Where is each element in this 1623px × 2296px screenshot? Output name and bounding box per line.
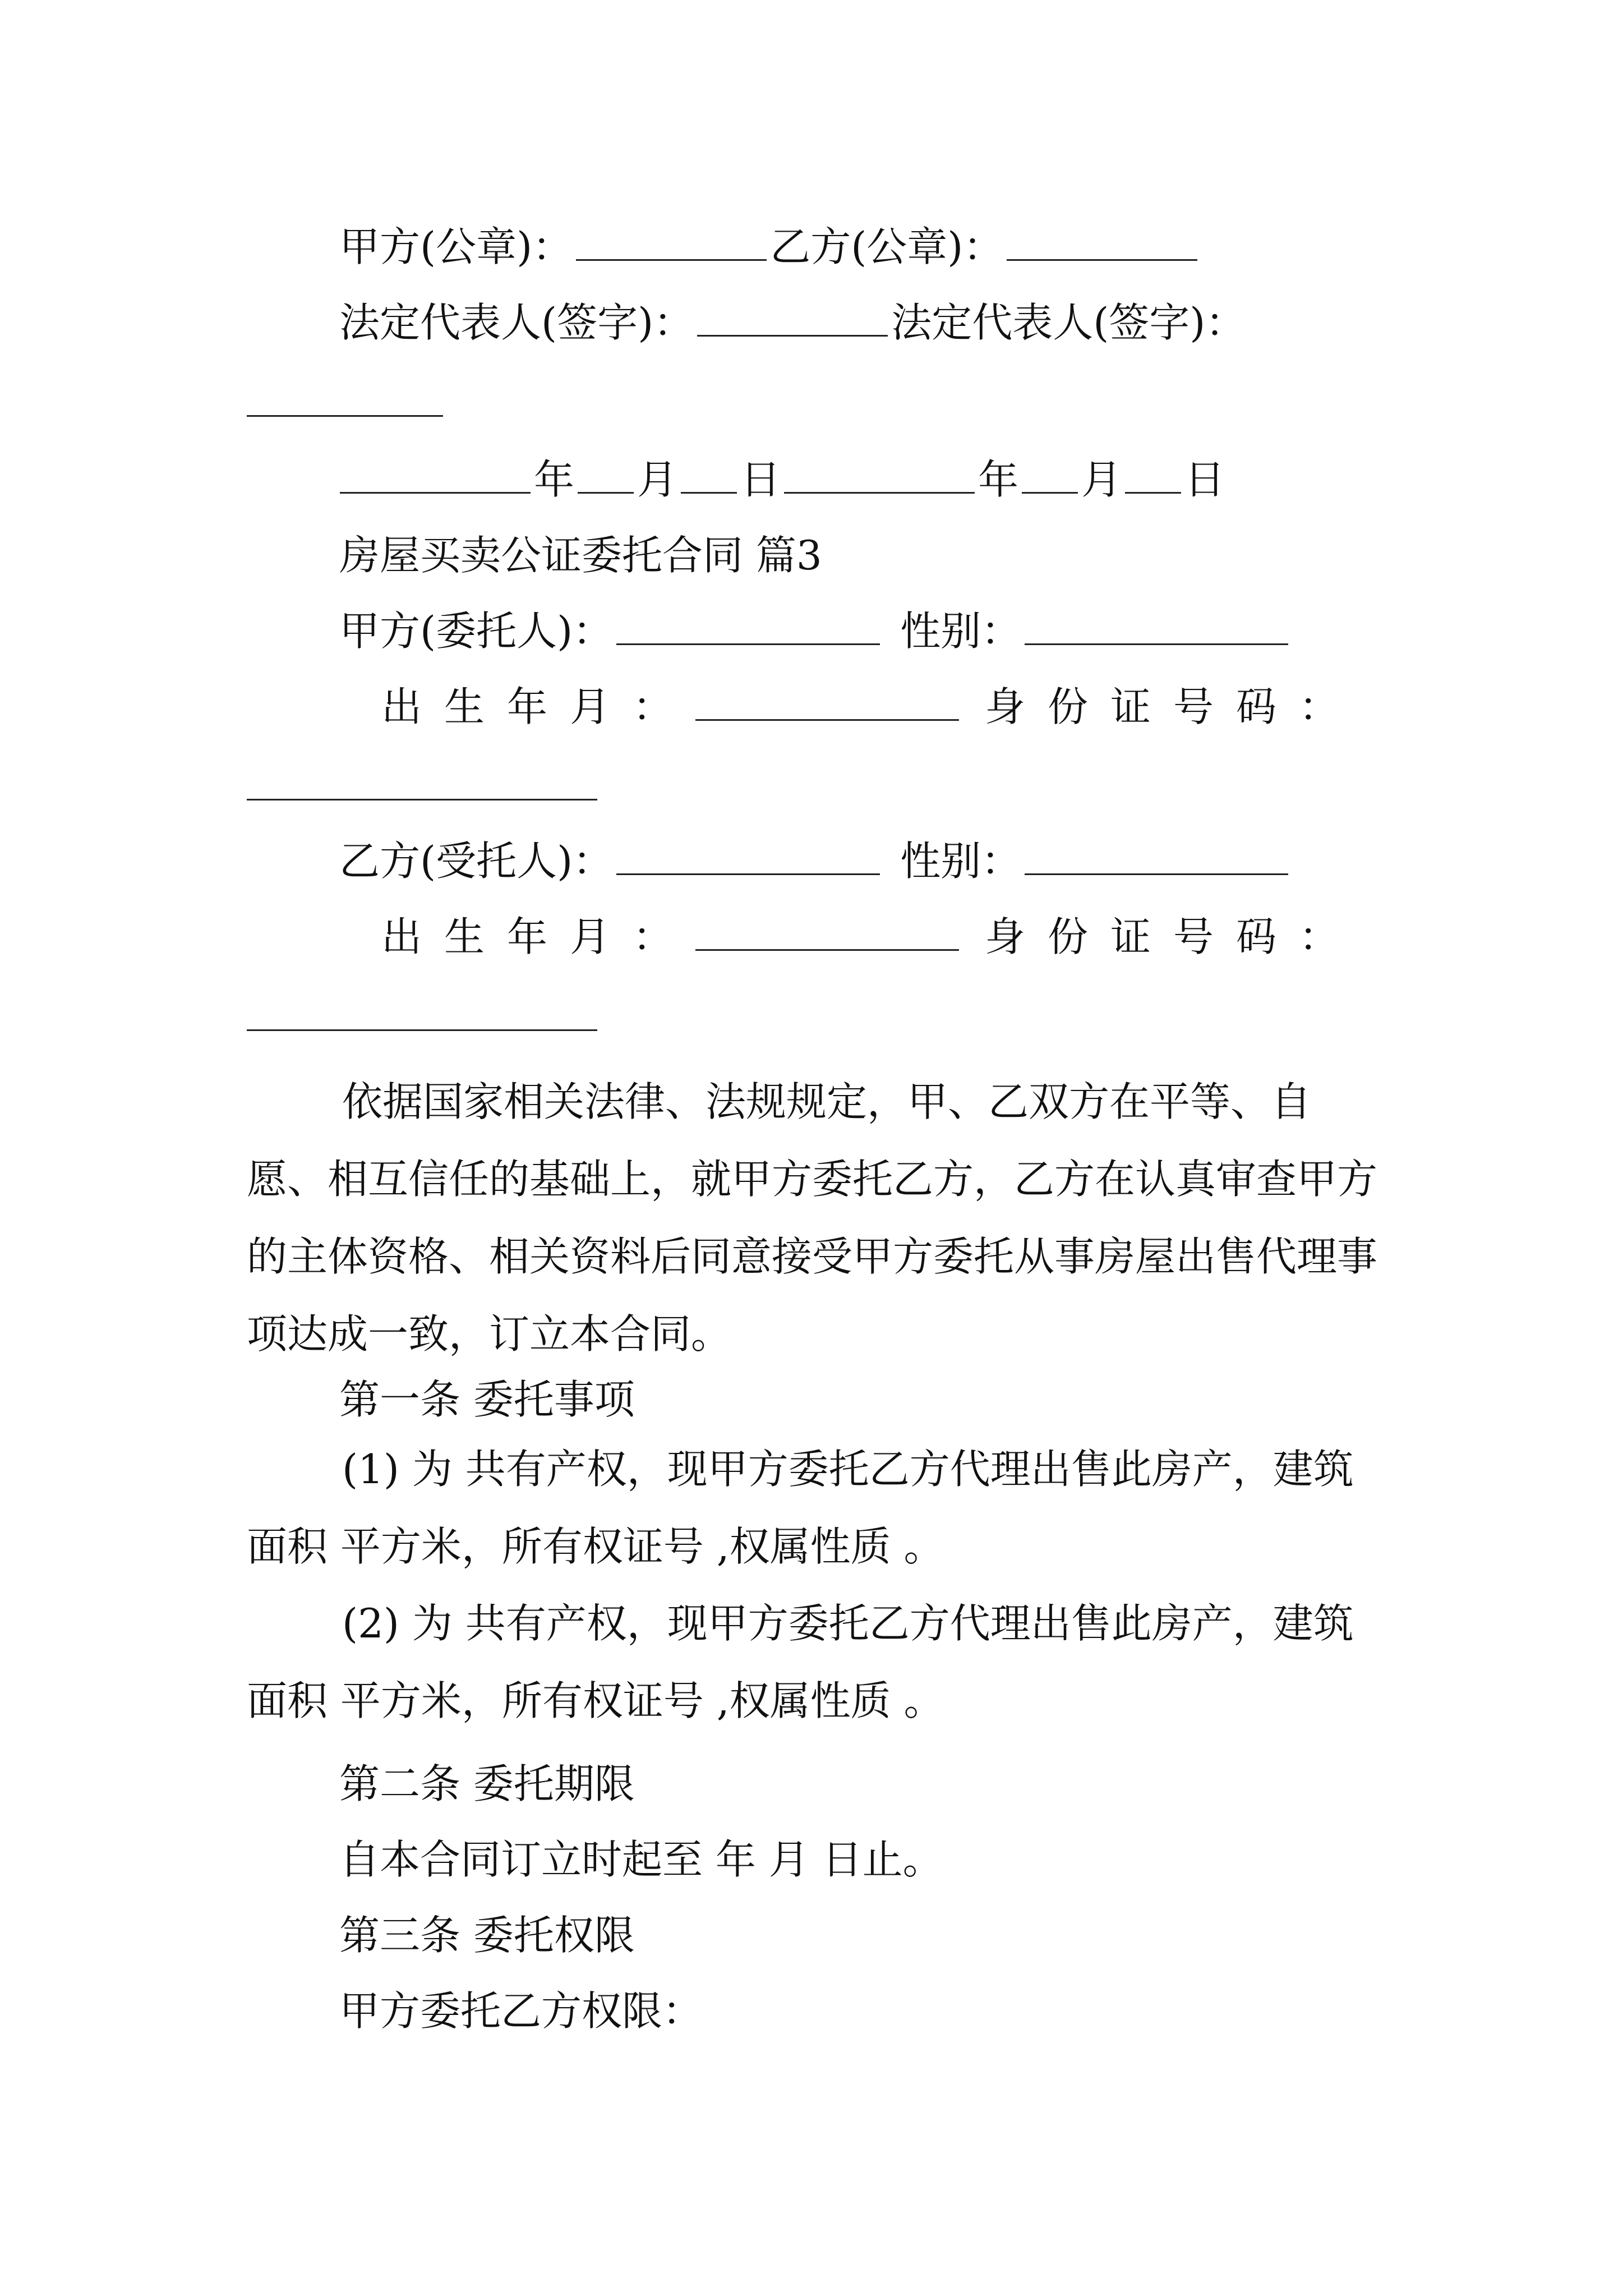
date-b-month-blank — [1022, 458, 1078, 494]
article1-item1: (1) 为 共有产权，现甲方委托乙方代理出售此房产，建筑面积 平方米，所有权证号 ,权属性质 。 — [247, 1446, 1354, 1570]
seal-line — [339, 216, 1201, 278]
date-b-day: 日 — [1184, 456, 1225, 503]
party-a-gender-blank — [1025, 610, 1288, 645]
article1-item2: (2) 为 共有产权，现甲方委托乙方代理出售此房产，建筑面积 平方米，所有权证号 ,权属性质 。 — [247, 1600, 1354, 1724]
legal-rep-line — [339, 292, 1246, 353]
date-a-day: 日 — [740, 456, 781, 503]
party-a-id-blank — [247, 799, 597, 800]
party-b-name-blank — [616, 840, 880, 875]
date-a-month: 月 — [637, 456, 678, 503]
date-b-month: 月 — [1081, 456, 1122, 503]
party-b-label: 乙方(受托人)： — [339, 838, 614, 885]
date-b-year: 年 — [978, 456, 1019, 503]
date-a-year-blank — [340, 458, 531, 494]
legal-rep-b-blank — [247, 415, 443, 417]
party-b-birth-line — [381, 906, 1362, 968]
article3-title: 第三条 委托权限 — [339, 1912, 635, 1959]
party-a-seal-blank — [576, 226, 767, 261]
intro-paragraph: 依据国家相关法律、法规规定，甲、乙双方在平等、自愿、相互信任的基础上，就甲方委托乙方，乙方在认真审查甲方的主体资格、相关资料后同意接受甲方委托从事房屋出售代理事项达成一致，订立本合同。 — [247, 1078, 1378, 1358]
party-a-birth-label: 出生年月： — [381, 683, 696, 730]
party-b-id-label: 身份证号码： — [985, 913, 1362, 960]
party-b-seal-label: 乙方(公章)： — [770, 223, 1004, 270]
article2-text: 自本合同订立时起至 年 月 日止。 — [339, 1836, 943, 1883]
legal-rep-b-label: 法定代表人(签字)： — [891, 299, 1246, 346]
date-line — [336, 449, 1225, 510]
article3-text: 甲方委托乙方权限： — [339, 1987, 703, 2035]
date-a-month-blank — [578, 458, 634, 494]
article2-title: 第二条 委托期限 — [339, 1760, 635, 1807]
party-a-id-label: 身份证号码： — [985, 683, 1362, 730]
party-b-birth-blank — [695, 915, 959, 951]
party-b-gender-blank — [1025, 840, 1288, 875]
date-b-day-blank — [1125, 458, 1181, 494]
date-b-year-blank — [784, 458, 975, 494]
date-a-year: 年 — [534, 456, 575, 503]
article1-title: 第一条 委托事项 — [339, 1376, 635, 1423]
party-b-line — [339, 830, 1292, 892]
legal-rep-a-blank — [697, 301, 888, 337]
party-a-seal-label: 甲方(公章)： — [339, 223, 573, 270]
section-title: 房屋买卖公证委托合同 篇3 — [339, 532, 822, 579]
party-a-line — [339, 600, 1292, 662]
party-a-gender-label: 性别： — [900, 608, 1022, 655]
date-a-day-blank — [681, 458, 737, 494]
party-a-label: 甲方(委托人)： — [339, 608, 614, 655]
party-a-birth-line — [381, 676, 1362, 738]
party-b-seal-blank — [1007, 226, 1197, 261]
party-b-id-blank — [247, 1029, 597, 1031]
party-a-birth-blank — [695, 685, 959, 721]
party-a-name-blank — [616, 610, 880, 645]
legal-rep-a-label: 法定代表人(签字)： — [339, 299, 694, 346]
party-b-birth-label: 出生年月： — [381, 913, 696, 960]
party-b-gender-label: 性别： — [900, 838, 1022, 885]
